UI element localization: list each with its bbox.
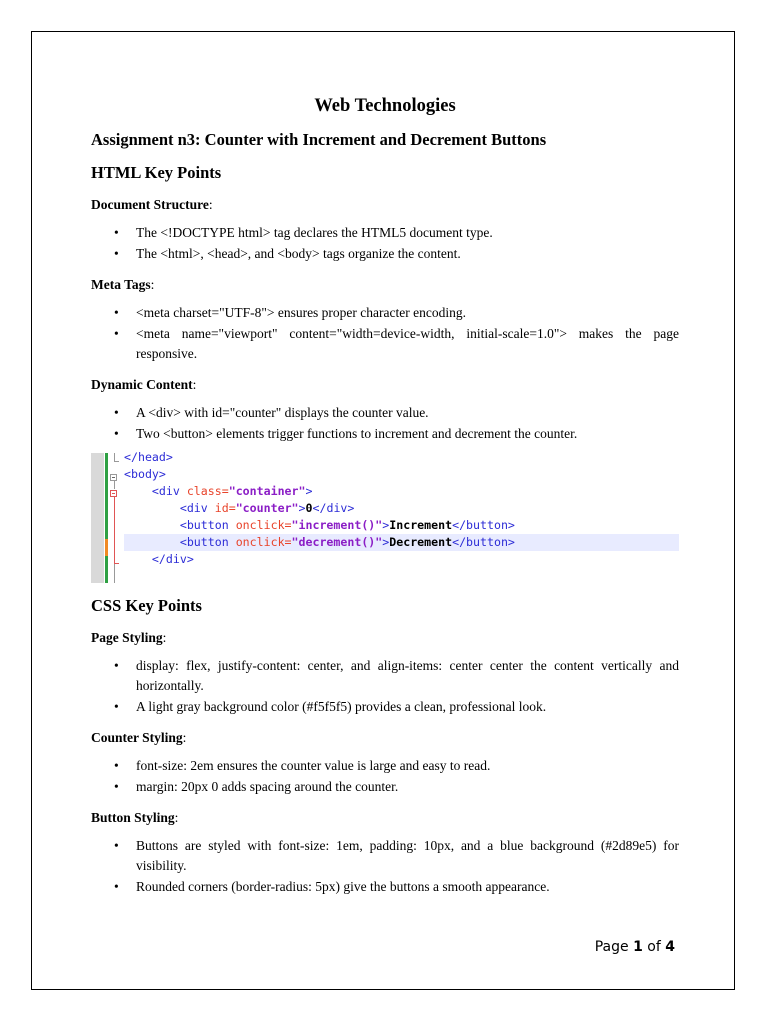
fold-toggle-icon[interactable] bbox=[110, 474, 117, 481]
list-item-text: The <!DOCTYPE html> tag declares the HTML5 document type. bbox=[136, 225, 493, 240]
code-value: "container" bbox=[228, 484, 306, 498]
code-line bbox=[124, 500, 679, 517]
list-item bbox=[91, 244, 679, 264]
bullet-icon: • bbox=[114, 405, 119, 420]
bullet-list bbox=[91, 223, 679, 264]
list-item bbox=[91, 777, 679, 797]
code-tag: </head> bbox=[124, 450, 173, 464]
code-attr: class= bbox=[186, 484, 229, 498]
page-current: 1 bbox=[633, 939, 643, 955]
list-item bbox=[91, 697, 679, 717]
bullet-icon: • bbox=[114, 658, 119, 673]
code-line bbox=[124, 551, 679, 568]
css-section-heading: CSS Key Points bbox=[91, 596, 202, 615]
list-item bbox=[91, 656, 679, 696]
group-label: Button Styling: bbox=[91, 810, 179, 825]
bullet-icon: • bbox=[114, 879, 119, 894]
code-snippet bbox=[91, 450, 679, 583]
code-value: "increment()" bbox=[291, 518, 383, 532]
group-label: Meta Tags: bbox=[91, 277, 155, 292]
code-tag: <div bbox=[179, 501, 215, 515]
code-tag: </button> bbox=[452, 518, 515, 532]
code-tag: > bbox=[305, 484, 313, 498]
code-tag: <button bbox=[179, 518, 236, 532]
assignment-title: Assignment n3: Counter with Increment and Decrement Buttons bbox=[91, 130, 547, 149]
list-item bbox=[91, 324, 679, 364]
list-item-text: <meta charset="UTF-8"> ensures proper character encoding. bbox=[136, 305, 466, 320]
group-label-text: Button Styling bbox=[91, 810, 175, 825]
bullet-icon: • bbox=[114, 779, 119, 794]
list-item bbox=[91, 877, 679, 897]
list-item-text: A light gray background color (#f5f5f5) provides a clean, professional look. bbox=[136, 699, 547, 714]
group-label: Counter Styling: bbox=[91, 730, 187, 745]
code-tag: </div> bbox=[312, 501, 355, 515]
bullet-list bbox=[91, 656, 679, 717]
list-item-text: Buttons are styled with font-size: 1em, padding: 10px, and a blue background (#2d89e5) for visibility. bbox=[136, 838, 679, 873]
list-item bbox=[91, 836, 679, 876]
bullet-list bbox=[91, 403, 679, 444]
bullet-list bbox=[91, 756, 679, 797]
code-tag: > bbox=[298, 501, 306, 515]
list-item-text: Two <button> elements trigger functions to increment and decrement the counter. bbox=[136, 426, 578, 441]
list-item-text: A <div> with id="counter" displays the counter value. bbox=[136, 405, 429, 420]
fold-line bbox=[114, 453, 115, 461]
group-label-text: Document Structure bbox=[91, 197, 209, 212]
code-indent bbox=[124, 501, 180, 515]
code-tag: </button> bbox=[452, 535, 515, 549]
code-line bbox=[124, 466, 679, 483]
code-tag: <button bbox=[179, 535, 236, 549]
fold-line bbox=[114, 564, 115, 583]
document-page bbox=[31, 31, 735, 990]
code-indent bbox=[124, 552, 152, 566]
bullet-icon: • bbox=[114, 838, 119, 853]
fold-toggle-icon[interactable] bbox=[110, 490, 117, 497]
code-indent bbox=[124, 535, 180, 549]
bullet-icon: • bbox=[114, 426, 119, 441]
page-content bbox=[91, 94, 679, 898]
code-attr: onclick= bbox=[235, 535, 292, 549]
code-tag: </div> bbox=[151, 552, 194, 566]
page-prefix: Page bbox=[594, 939, 629, 955]
code-indent bbox=[124, 484, 152, 498]
code-value: "counter" bbox=[235, 501, 299, 515]
group-label: Page Styling: bbox=[91, 630, 167, 645]
bullet-icon: • bbox=[114, 246, 119, 261]
code-line bbox=[124, 449, 679, 466]
fold-line bbox=[114, 481, 115, 489]
list-item bbox=[91, 424, 679, 444]
code-attr: id= bbox=[214, 501, 236, 515]
code-text: 0 bbox=[305, 501, 313, 515]
bullet-list bbox=[91, 303, 679, 364]
code-line bbox=[124, 483, 679, 500]
code-line bbox=[124, 517, 679, 534]
list-item-text: The <html>, <head>, and <body> tags organize the content. bbox=[136, 246, 461, 261]
list-item-text: <meta name="viewport" content="width=device-width, initial-scale=1.0"> makes the page responsive. bbox=[136, 326, 679, 361]
code-tag: > bbox=[382, 518, 390, 532]
bullet-icon: • bbox=[114, 225, 119, 240]
change-marker-modified bbox=[105, 539, 108, 556]
list-item bbox=[91, 403, 679, 423]
bullet-icon: • bbox=[114, 326, 119, 341]
code-text: Increment bbox=[389, 518, 453, 532]
code-tag: > bbox=[382, 535, 390, 549]
page-number bbox=[595, 939, 675, 955]
group-label: Document Structure: bbox=[91, 197, 213, 212]
bullet-list bbox=[91, 836, 679, 897]
group-label: Dynamic Content: bbox=[91, 377, 197, 392]
list-item-text: font-size: 2em ensures the counter value is large and easy to read. bbox=[136, 758, 491, 773]
html-section-heading: HTML Key Points bbox=[91, 163, 222, 182]
page-total: 4 bbox=[665, 939, 675, 955]
group-label-text: Counter Styling bbox=[91, 730, 183, 745]
page-of: of bbox=[647, 939, 661, 955]
code-value: "decrement()" bbox=[291, 535, 383, 549]
code-indent bbox=[124, 518, 180, 532]
code-tag: <div bbox=[151, 484, 187, 498]
list-item bbox=[91, 223, 679, 243]
bullet-icon: • bbox=[114, 699, 119, 714]
fold-tick bbox=[114, 461, 119, 462]
change-marker bbox=[105, 453, 108, 583]
list-item bbox=[91, 756, 679, 776]
list-item bbox=[91, 303, 679, 323]
editor-gutter bbox=[91, 453, 104, 583]
group-label-text: Meta Tags bbox=[91, 277, 151, 292]
group-label-text: Page Styling bbox=[91, 630, 163, 645]
code-text: Decrement bbox=[389, 535, 453, 549]
group-label-text: Dynamic Content bbox=[91, 377, 193, 392]
bullet-icon: • bbox=[114, 305, 119, 320]
list-item-text: margin: 20px 0 adds spacing around the counter. bbox=[136, 779, 399, 794]
document-title: Web Technologies bbox=[314, 96, 456, 116]
code-line-highlighted bbox=[124, 534, 679, 551]
code-attr: onclick= bbox=[235, 518, 292, 532]
code-tag: <body> bbox=[124, 467, 166, 481]
fold-line bbox=[114, 497, 115, 563]
list-item-text: display: flex, justify-content: center, and align-items: center center the content vertically and horizontally. bbox=[136, 658, 679, 693]
bullet-icon: • bbox=[114, 758, 119, 773]
list-item-text: Rounded corners (border-radius: 5px) give the buttons a smooth appearance. bbox=[136, 879, 550, 894]
